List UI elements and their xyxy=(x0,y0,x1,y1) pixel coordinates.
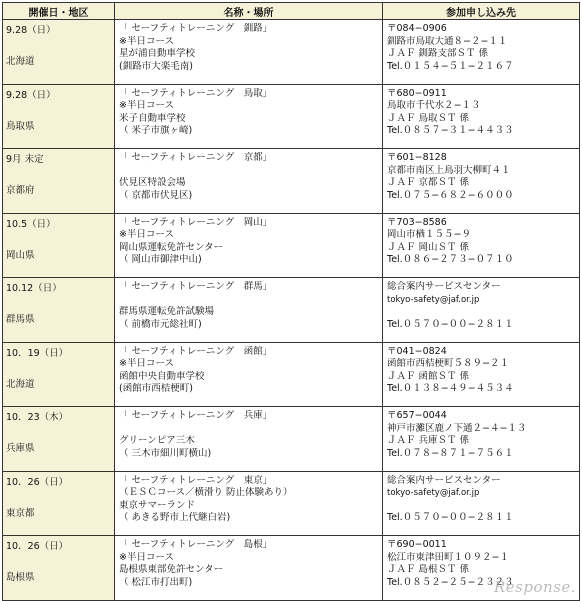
contact-phone: Tel.０８５２−２５−２３２３ xyxy=(387,576,514,588)
date-area-cell xyxy=(3,342,115,407)
contact-cell xyxy=(383,20,580,85)
event-rows xyxy=(3,20,580,601)
table-row xyxy=(3,84,580,149)
contact-line xyxy=(387,500,579,513)
contact-line: 函館市西桔梗町５８９−２１ xyxy=(387,358,509,369)
event-date: 9月 未定 xyxy=(6,154,44,165)
table-row xyxy=(3,536,580,601)
contact-cell xyxy=(383,213,580,278)
contact-line: 〒703−8586 xyxy=(387,216,447,228)
contact-line: 〒041−0824 xyxy=(387,345,447,357)
event-date: 9.28（日） xyxy=(6,25,56,36)
contact-line: 岡山市楢１５５−９ xyxy=(387,229,471,240)
contact-line: ＪＡＦ 函館ＳＴ 係 xyxy=(387,370,470,382)
name-place-cell xyxy=(115,407,383,472)
name-place-cell xyxy=(115,20,383,85)
event-detail-line: ※半日コース xyxy=(119,100,174,111)
contact-line: ＪＡＦ 島根ＳＴ 係 xyxy=(387,564,470,575)
header-name-place: 名称・場所 xyxy=(115,3,383,20)
contact-cell xyxy=(383,342,580,407)
header-row xyxy=(3,3,580,20)
contact-phone: Tel.０１５４−５１−２１６７ xyxy=(387,60,514,72)
event-detail-line: (函館市西桔梗町) xyxy=(119,383,193,394)
contact-line: 〒690−0011 xyxy=(387,539,447,550)
event-prefecture: 東京都 xyxy=(6,507,35,519)
contact-line: 総合案内サービスセンター xyxy=(387,474,501,486)
contact-phone: Tel.０５７０−００−２８１１ xyxy=(387,512,514,523)
event-detail-line: （ 前橋市元総社町) xyxy=(119,318,202,330)
event-title: 「 セーフティトレーニング 函館」 xyxy=(119,345,273,357)
event-prefecture: 北海道 xyxy=(6,378,35,390)
date-area-cell xyxy=(3,213,115,278)
contact-phone: Tel.０１３８−４９−４５３４ xyxy=(387,383,514,394)
table-row xyxy=(3,278,580,343)
contact-line: 釧路市鳥取大通８−２−１１ xyxy=(387,35,508,47)
date-area-cell xyxy=(3,536,115,601)
event-date: 9.28（日） xyxy=(6,89,56,101)
event-detail-line: 米子自動車学校 xyxy=(119,112,186,124)
event-date: 10．19（日） xyxy=(6,347,69,359)
event-date: 10.5（日） xyxy=(6,218,56,230)
contact-line: 〒601−8128 xyxy=(387,152,447,163)
event-detail-line xyxy=(119,165,382,178)
name-place-cell xyxy=(115,84,383,149)
event-detail-line: 東京サマーランド xyxy=(119,499,196,511)
event-prefecture: 鳥取県 xyxy=(6,120,35,132)
contact-cell xyxy=(383,471,580,536)
event-detail-line xyxy=(119,294,382,307)
date-area-cell xyxy=(3,84,115,149)
event-detail-line: ※半日コース xyxy=(119,551,174,563)
name-place-cell xyxy=(115,471,383,536)
event-detail-line: グリーンピア三木 xyxy=(119,435,195,446)
event-detail-line: ※半日コース xyxy=(119,35,174,47)
contact-line: ＪＡＦ 釧路支部ＳＴ 係 xyxy=(387,48,489,59)
contact-cell xyxy=(383,407,580,472)
contact-phone: Tel.０８６−２７３−０７１０ xyxy=(387,254,514,265)
event-detail-line: （ あきる野市上代継白岩) xyxy=(119,512,231,523)
event-detail-line xyxy=(119,423,382,436)
table-row xyxy=(3,342,580,407)
contact-line: ＪＡＦ 鳥取ＳＴ 係 xyxy=(387,112,470,124)
event-detail-line: （ 岡山市御津中山) xyxy=(119,254,202,265)
date-area-cell xyxy=(3,278,115,343)
name-place-cell xyxy=(115,149,383,214)
contact-phone: Tel.０７８−８７１−７５６１ xyxy=(387,447,514,459)
event-detail-line: 島根県東部免許センター xyxy=(119,564,224,575)
event-detail-line: （ 松江市打出町) xyxy=(119,576,193,588)
name-place-cell xyxy=(115,278,383,343)
date-area-cell xyxy=(3,471,115,536)
contact-line: ＪＡＦ 岡山ＳＴ 係 xyxy=(387,241,470,253)
contact-line: 鳥取市千代水２−１３ xyxy=(387,100,481,111)
contact-line: 〒680−0911 xyxy=(387,87,447,99)
contact-cell xyxy=(383,149,580,214)
event-title: 「 セーフティトレーニング 岡山」 xyxy=(119,216,273,228)
date-area-cell xyxy=(3,20,115,85)
event-detail-line: （ 米子市旗ヶ崎) xyxy=(119,125,193,136)
event-title: 「 セーフティトレーニング 兵庫」 xyxy=(119,410,273,421)
event-detail-line: ※半日コース xyxy=(119,229,174,240)
event-prefecture: 京都府 xyxy=(6,185,35,196)
contact-email: tokyo-safety@jaf.or.jp xyxy=(387,294,480,305)
event-prefecture: 兵庫県 xyxy=(6,443,35,454)
event-detail-line: 伏見区特設会場 xyxy=(119,177,186,188)
watermark-logo: Response. xyxy=(493,578,576,596)
table-row xyxy=(3,213,580,278)
event-title: 「 セーフティトレーニング 東京」 xyxy=(119,474,273,486)
event-detail-line: 星が浦自動車学校 xyxy=(119,48,196,59)
event-title: 「 セーフティトレーニング 鳥取」 xyxy=(119,87,273,99)
header-contact: 参加申し込み先 xyxy=(383,3,580,20)
contact-cell xyxy=(383,278,580,343)
event-prefecture: 群馬県 xyxy=(6,314,35,325)
contact-line: 〒657−0044 xyxy=(387,410,447,421)
contact-line: 〒084−0906 xyxy=(387,23,447,34)
contact-cell xyxy=(383,84,580,149)
event-detail-line: （ＥＳＣコース／横滑り 防止体験あり） xyxy=(119,487,293,498)
name-place-cell xyxy=(115,213,383,278)
date-area-cell xyxy=(3,149,115,214)
contact-line: 京都市南区上鳥羽大柳町４１ xyxy=(387,164,511,176)
contact-phone: Tel.０５７０−００−２８１１ xyxy=(387,318,514,330)
event-detail-line: 群馬県運転免許試験場 xyxy=(119,306,215,317)
event-detail-line: （ 京都市伏見区) xyxy=(119,189,193,201)
event-prefecture: 岡山県 xyxy=(6,249,35,261)
name-place-cell xyxy=(115,342,383,407)
contact-line: 神戸市灘区鹿ノ下通２−４−１３ xyxy=(387,422,527,434)
event-detail-line: （ 三木市細川町横山) xyxy=(119,447,212,459)
event-title: 「 セーフティトレーニング 釧路」 xyxy=(119,23,273,34)
contact-line: ＪＡＦ 兵庫ＳＴ 係 xyxy=(387,435,470,446)
contact-line: ＪＡＦ 京都ＳＴ 係 xyxy=(387,177,470,188)
header-date-area: 開催日・地区 xyxy=(3,3,115,20)
event-prefecture: 北海道 xyxy=(6,56,35,67)
event-prefecture: 島根県 xyxy=(6,572,35,583)
event-detail-line: 岡山県運転免許センター xyxy=(119,241,224,253)
date-area-cell xyxy=(3,407,115,472)
event-date: 10．26（日） xyxy=(6,476,69,488)
table-row xyxy=(3,149,580,214)
event-date: 10．23（木） xyxy=(6,412,69,423)
contact-line: 松江市東津田町１０９２−１ xyxy=(387,551,509,563)
contact-line xyxy=(387,306,579,319)
event-date: 10.12（日） xyxy=(6,283,62,294)
event-detail-line: 函館中央自動車学校 xyxy=(119,370,205,382)
contact-email: tokyo-safety@jaf.or.jp xyxy=(387,488,480,498)
table-row xyxy=(3,20,580,85)
event-date: 10．26（日） xyxy=(6,541,69,552)
event-title: 「 セーフティトレーニング 群馬」 xyxy=(119,281,273,292)
event-detail-line: ※半日コース xyxy=(119,358,174,369)
contact-line: 総合案内サービスセンター xyxy=(387,281,501,292)
event-detail-line: (釧路市大楽毛南) xyxy=(119,60,193,72)
contact-phone: Tel.０７５−６８２−６０００ xyxy=(387,189,514,201)
contact-phone: Tel.０８５７−３１−４４３３ xyxy=(387,125,514,136)
event-title: 「 セーフティトレーニング 島根」 xyxy=(119,539,273,550)
name-place-cell xyxy=(115,536,383,601)
event-schedule-table xyxy=(2,2,580,601)
table-row xyxy=(3,471,580,536)
event-title: 「 セーフティトレーニング 京都」 xyxy=(119,152,273,163)
table-row xyxy=(3,407,580,472)
